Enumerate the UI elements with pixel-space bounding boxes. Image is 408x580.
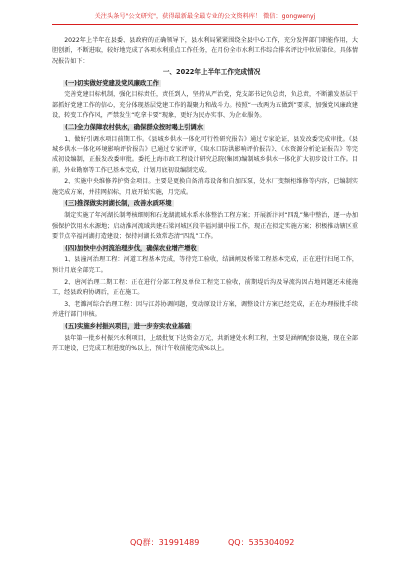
qq-group-number: QQ群：31991489: [130, 538, 200, 547]
subsection-2-paragraph-2: 2、实施中央维修养护资金项目。主要是更换自备消毒设备和自加压泵，处水厂变频柜维修等内容，已编制实施完成方案，并挂网招标，月底开始实施，月完成。: [52, 178, 358, 196]
subsection-heading-3: [63, 199, 358, 209]
subsection-heading-5-text: (五)实施乡村振兴项目，进一步夯实农业基础: [65, 322, 191, 330]
subsection-heading-4-text: (四)加快中小河流治理步伐，确保农业增产增收: [65, 244, 197, 252]
subsection-2-paragraph-1: 1、做好引调水项目前期工作。《县城乡供水一体化可行性研究报告》通过专家论证，县发改委完成审批。《县城乡供水一体化环境影响评价报告》已通过专家评审，《取水口防洪影响评价报告》、《水资源分析论证报告》等完成初设编制，正报发改委审批。委托上海市政工程设计研究总院(集团)编制城乡供水一体化扩大初步设计工作。目前，外业勘察等工作已基本完成，计划月底初设编制完成。: [52, 135, 358, 174]
promo-banner: 关注头条号"公文研究"，获得最新最全最专业的公文资料库！ 微信：gongwenyj: [94, 13, 316, 20]
subsection-heading-4: [63, 244, 358, 254]
subsection-4-paragraph-1: 1、县潼河治理工程：河道工程基本完成，等待完工验收，结涵闸及桥梁工程基本完成，正在进行扫尾工作，预计月底全部完工。: [52, 256, 358, 274]
subsection-heading-2-text: (二)全力保障农村供水，确保群众按时喝上引调水: [65, 123, 203, 131]
banner-divider: [52, 24, 358, 25]
subsection-4-paragraph-3: 3、老濉河综合治理工程：因与江苏协调问题，变动原设计方案，调整设计方案已经完成，正在办理报批手续并进行部门审核。: [52, 300, 358, 318]
subsection-heading-1: [63, 79, 358, 89]
subsection-heading-1-text: (一)切实做好党建及党风廉政工作: [65, 79, 159, 87]
subsection-3-paragraph: 制定实施了年河湖长制考核细则和石龙湖流域水系水体整治工程方案；开展新汴河“四乱”集中整治，逐一办加强保护饮用水水源地；启动淮河流域共建石梁河城区段辛福河湖申报工作，现正在拟定实施方案；积极推动辖区重要节点辛福河湖打造建设；保持河湖长效常态清“四乱”工作。: [52, 212, 358, 240]
subsection-1-paragraph: 完善党建目标机制，强化目标责任，责任到人，坚持从严治党，党支部书记负总责，负总责，不断激发基层干部抓好党建工作的信心，充分体现基层党建工作的凝聚力和战斗力。按照“一改两为五做到”要求，加强党风廉政建设，转变工作作风，严禁发生“吃拿卡要”现象，更好为民办实事、为企业服务。: [52, 91, 358, 120]
contact-footer: [52, 536, 358, 550]
subsection-heading-5: [63, 322, 358, 332]
subsection-5-paragraph: 县年第一批乡村振兴水利项目，上级批复下达资金万元，共新建处水利工程，主要是涵闸配套设施，现在全部开工建设，已完成工程进度的%以上，预计午收前能完成%以上。: [52, 334, 358, 352]
subsection-heading-2: [63, 123, 358, 133]
document-body: [52, 36, 358, 530]
intro-paragraph: 2022年上半年在县委、县政府的正确领导下，县水利局紧紧围绕全县中心工作，充分发挥部门职能作用，大胆创新，不断进取，较好地完成了各项水利重点工作任务，在月份全市水利工作综合排名评比中位居第位。具体情况报告如下：: [52, 37, 358, 65]
section-heading: 一、2022年上半年工作完成情况: [162, 67, 261, 76]
subsection-heading-3-text: (三)推深做实河湖长制，改善水质环境: [65, 200, 172, 208]
qq-number: QQ：535304092: [228, 538, 295, 547]
subsection-4-paragraph-2: 2、唐河治理二期工程：正在进行分部工程及单位工程完工验收，前期堤后沟及导流沟因占地问题还未能施工，经县政府协调后，正在施工。: [52, 278, 358, 296]
